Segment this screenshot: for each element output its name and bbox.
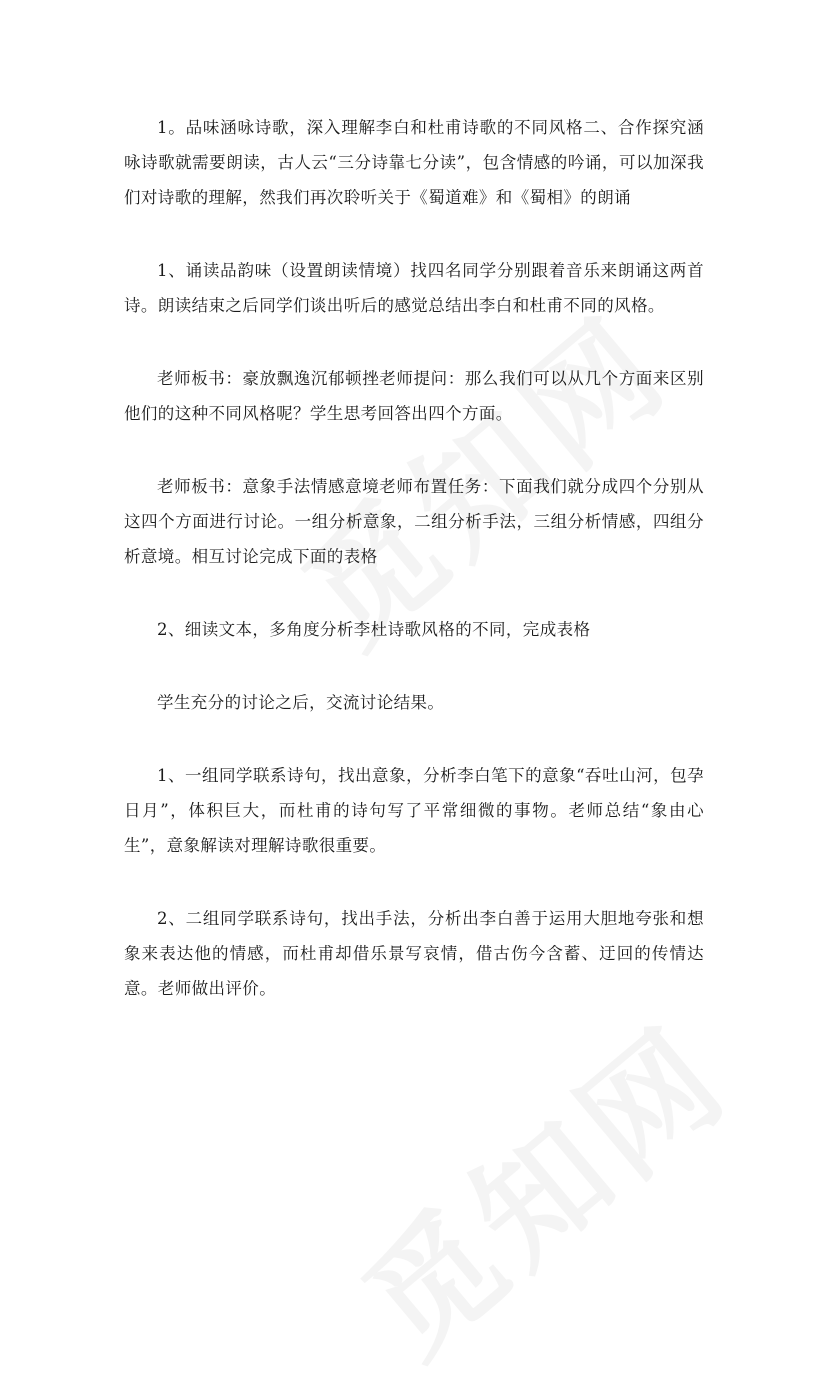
paragraph: 2、细读文本，多角度分析李杜诗歌风格的不同，完成表格 bbox=[157, 620, 591, 639]
paragraph: 学生充分的讨论之后，交流讨论结果。 bbox=[157, 693, 445, 712]
paragraph: 老师板书：豪放飘逸沉郁顿挫老师提问：那么我们可以从几个方面来区别他们的这种不同风格呢？学生思考回答出四个方面。 bbox=[124, 369, 704, 423]
paragraph: 2、二组同学联系诗句，找出手法，分析出李白善于运用大胆地夸张和想象来表达他的情感，而杜甫却借乐景写哀情，借古伤今含蓄、迂回的传情达意。老师做出评价。 bbox=[124, 909, 704, 998]
paragraph: 1。品味涵咏诗歌，深入理解李白和杜甫诗歌的不同风格二、合作探究涵咏诗歌就需要朗读，古人云“三分诗靠七分读”，包含情感的吟诵，可以加深我们对诗歌的理解，然我们再次聆听关于《蜀道难》和《蜀相》的朗诵 bbox=[124, 118, 704, 207]
paragraph: 1、一组同学联系诗句，找出意象，分析李白笔下的意象“吞吐山河，包孕日月”，体积巨大，而杜甫的诗句写了平常细微的事物。老师总结“象由心生”，意象解读对理解诗歌很重要。 bbox=[124, 766, 704, 855]
document-body bbox=[124, 110, 704, 1044]
paragraph: 老师板书：意象手法情感意境老师布置任务：下面我们就分成四个分别从这四个方面进行讨论。一组分析意象，二组分析手法，三组分析情感，四组分析意境。相互讨论完成下面的表格 bbox=[124, 477, 704, 566]
paragraph: 1、诵读品韵味（设置朗读情境）找四名同学分别跟着音乐来朗诵这两首诗。朗读结束之后同学们谈出听后的感觉总结出李白和杜甫不同的风格。 bbox=[124, 261, 704, 315]
